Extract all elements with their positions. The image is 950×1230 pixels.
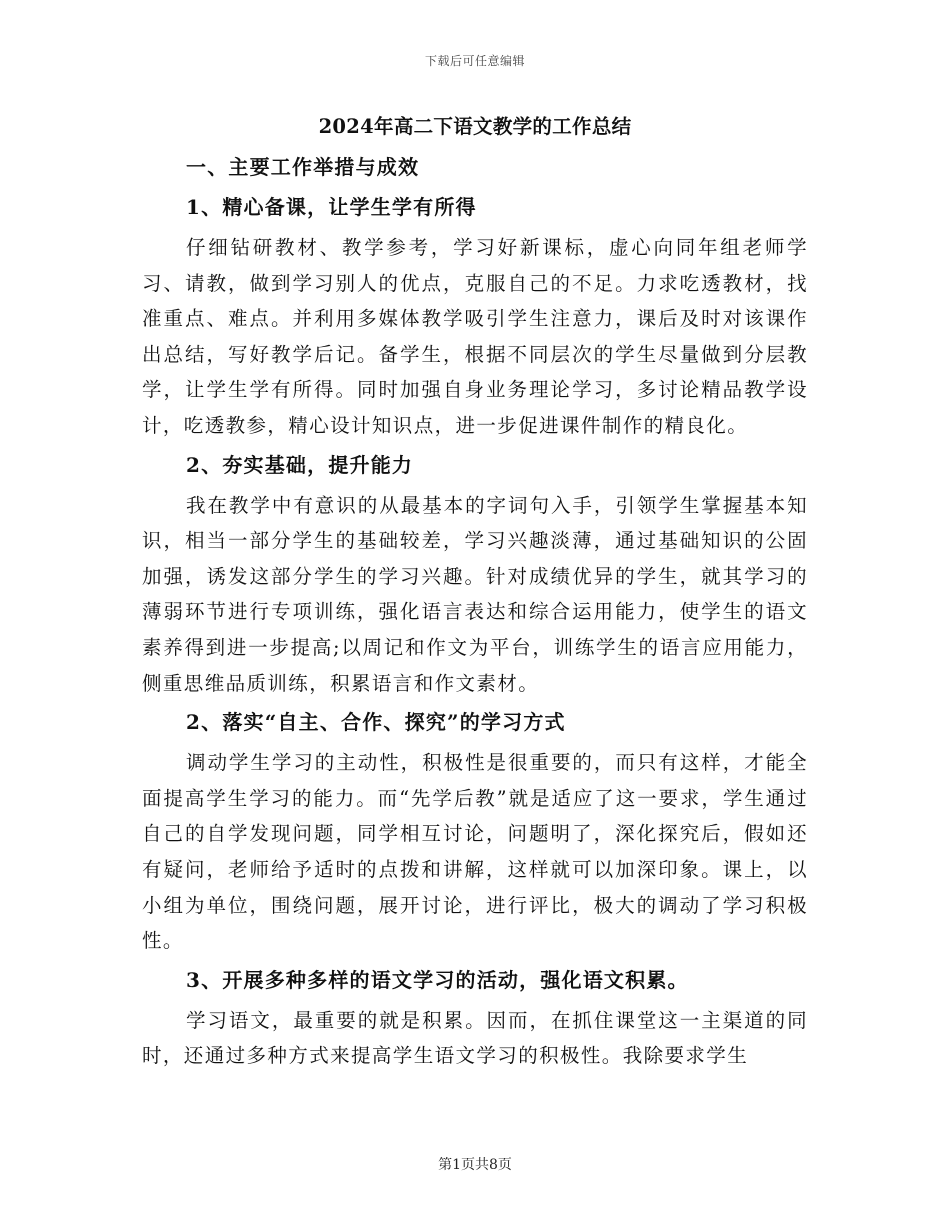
item-heading-4: 3、开展多种多样的语文学习的活动，强化语文积累。 [186, 967, 689, 992]
item-paragraph-4: 学习语文，最重要的就是积累。因而，在抓住课堂这一主渠道的同时，还通过多种方式来提高学生语文学习的积极性。我除要求学生 [142, 1008, 808, 1068]
section-heading: 一、主要工作举措与成效 [186, 155, 420, 179]
item-heading-2: 2、夯实基础，提升能力 [186, 452, 414, 477]
page-footer: 第1页共8页 [438, 1157, 512, 1173]
item-paragraph-1: 仔细钻研教材、教学参考，学习好新课标，虚心向同年组老师学习、请教，做到学习别人的优点，克服自己的不足。力求吃透教材，找准重点、难点。并利用多媒体教学吸引学生注意力，课后及时对该课作出总结，写好教学后记。备学生，根据不同层次的学生尽量做到分层教学，让学生学有所得。同时加强自身业务理论学习，多讨论精品教学设计，吃透教参，精心设计知识点，进一步促进课件制作的精良化。 [142, 236, 808, 437]
document-title: 2024年高二下语文教学的工作总结 [318, 115, 632, 138]
item-heading-1: 1、精心备课，让学生学有所得 [186, 195, 477, 219]
header-note: 下载后可任意编辑 [424, 54, 525, 68]
item-paragraph-3: 调动学生学习的主动性，积极性是很重要的，而只有这样，才能全面提高学生学习的能力。而“先学后教”就是适应了这一要求，学生通过自己的自学发现问题，同学相互讨论，问题明了，深化探究后，假如还有疑问，老师给予适时的点拨和讲解，这样就可以加深印象。课上，以小组为单位，围绕问题，展开讨论，进行评比，极大的调动了学习积极性。 [142, 751, 808, 953]
document-body [142, 112, 808, 1078]
item-heading-3: 2、落实“自主、合作、探究”的学习方式 [186, 710, 566, 735]
item-paragraph-2: 我在教学中有意识的从最基本的字词句入手，引领学生掌握基本知识，相当一部分学生的基础较差，学习兴趣淡薄，通过基础知识的公固加强，诱发这部分学生的学习兴趣。针对成绩优异的学生，就其学习的薄弱环节进行专项训练，强化语言表达和综合运用能力，使学生的语文素养得到进一步提高;以周记和作文为平台，训练学生的语言应用能力，侧重思维品质训练，积累语言和作文素材。 [142, 493, 808, 695]
